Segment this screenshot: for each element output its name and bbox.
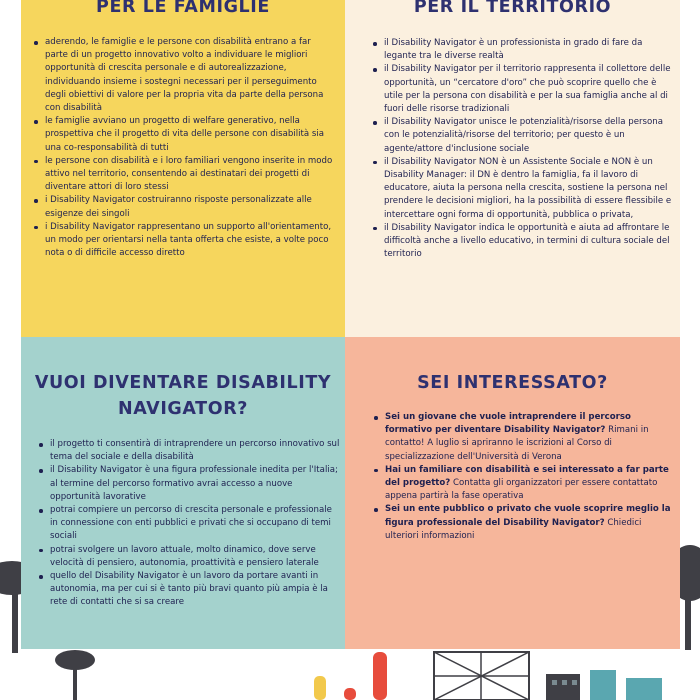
- list-item: il Disability Navigator è un professionista in grado di fare da legante tra le diverse realtà: [384, 37, 673, 63]
- bold-question: Hai un familiare con disabilità e sei interessato a far parte del progetto?: [385, 464, 669, 489]
- list-item: le persone con disabilità e i loro familiari vengono inserite in modo attivo nel territorio, consentendo ai destinatari dei progetti di diventare attori di loro stessi: [45, 155, 336, 195]
- list-item: il Disability Navigator per il territorio rappresenta il collettore delle opportunità, un “cercatore d'oro” che può scoprire quello che è utile per la persona con disabilità e per la sua famiglia anche al di fuori delle risorse tradizionali: [384, 63, 673, 116]
- list-item: aderendo, le famiglie e le persone con disabilità entrano a far parte di un progetto innovativo volto a individuare le migliori opportunità di crescita personale e di autorealizzazione, individuando insieme i sostegni necessari per il perseguimento degli obiettivi di valore per la propria vita da parte della persona con disabilità: [45, 36, 336, 115]
- panel-title-line: VUOI DIVENTARE DISABILITY: [34, 373, 332, 393]
- panel-sei-interessato: [345, 337, 680, 649]
- scaffold-building: [434, 652, 529, 700]
- panel-title: [21, 370, 345, 422]
- list-item: i Disability Navigator costruiranno risposte personalizzate alle esigenze dei singoli: [45, 194, 336, 220]
- list-item: il Disability Navigator NON è un Assistente Sociale e NON è un Disability Manager: il DN è dentro la famiglia, fa il lavoro di educatore, aiuta la persona nella crescita, sostiene la persona nel prendere le decisioni migliori, ha la possibilità di essere flessibile e intercettare ogni forma di opportunità, pubblica o privata,: [384, 156, 673, 222]
- territorio-bullet-list: [367, 37, 673, 261]
- famiglie-bullet-list: [28, 36, 336, 260]
- list-item: il Disability Navigator indica le opportunità e aiuta ad affrontare le difficoltà anche a livello educativo, in termini di cultura sociale del territorio: [384, 222, 673, 262]
- list-item: [385, 503, 675, 543]
- building-window: [562, 680, 567, 685]
- list-item: il progetto ti consentirà di intraprendere un percorso innovativo sul tema del sociale e della disabilità: [50, 438, 340, 464]
- panel-title: PER LE FAMIGLIE: [96, 0, 270, 17]
- dark-building: [546, 674, 580, 700]
- bottom-tree-canopy: [55, 650, 95, 670]
- red-short-bar: [344, 688, 356, 700]
- list-item: il Disability Navigator unisce le potenzialità/risorse della persona con le potenzialità/risorse del territorio; per questo è un agente/attore d'inclusione sociale: [384, 116, 673, 156]
- list-item: il Disability Navigator è una figura professionale inedita per l'Italia; al termine del percorso formativo avrai accesso a nuove opportunità lavorative: [50, 464, 340, 504]
- diventare-bullet-list: [33, 438, 340, 610]
- panel-title: SEI INTERESSATO?: [417, 373, 608, 393]
- teal-building: [590, 670, 616, 700]
- list-item: le famiglie avviano un progetto di welfare generativo, nella prospettiva che il progetto di vita delle persone con disabilità sia una co-responsabilità di tutti: [45, 115, 336, 155]
- building-window: [552, 680, 557, 685]
- bold-question: Sei un ente pubblico o privato che vuole scoprire meglio la figura professionale del Disability Navigator?: [385, 504, 671, 528]
- panel-title: PER IL TERRITORIO: [413, 0, 612, 17]
- answer-text: Rimani in contatto! A luglio si apriranno le iscrizioni al Corso di specializzazione dell'Università di Verona: [385, 425, 649, 462]
- answer-text: Contatta gli organizzatori per essere contattato appena partirà la fase operativa: [385, 478, 658, 502]
- teal-low-building: [626, 678, 662, 700]
- red-tall-bar: [373, 652, 387, 700]
- list-item: quello del Disability Navigator è un lavoro da portare avanti in autonomia, ma per cui si è tanto più bravi quanto più ampia è la rete di contatti che si sa creare: [50, 570, 340, 610]
- panel-per-le-famiglie: [21, 0, 345, 337]
- list-item: [385, 411, 675, 464]
- building-window: [572, 680, 577, 685]
- list-item: i Disability Navigator rappresentano un supporto all'orientamento, un modo per orientarsi nella tanta offerta che esiste, a volte poco nota o di difficile accesso diretto: [45, 221, 336, 261]
- bold-question: Sei un giovane che vuole intraprendere il percorso formativo per diventare Disability Navigator?: [385, 412, 631, 436]
- list-item: potrai svolgere un lavoro attuale, molto dinamico, dove serve velocità di pensiero, autonomia, proattività e pensiero laterale: [50, 544, 340, 570]
- yellow-bar: [314, 676, 326, 700]
- list-item: [385, 464, 675, 504]
- panel-per-il-territorio: [345, 0, 680, 337]
- panel-vuoi-diventare: [21, 337, 345, 649]
- interessato-bullet-list: [368, 411, 675, 543]
- list-item: potrai compiere un percorso di crescita personale e professionale in connessione con enti pubblici e privati che si occupano di temi sociali: [50, 504, 340, 544]
- answer-text: Chiedici ulteriori informazioni: [385, 517, 642, 541]
- panel-title-line: NAVIGATOR?: [117, 399, 249, 419]
